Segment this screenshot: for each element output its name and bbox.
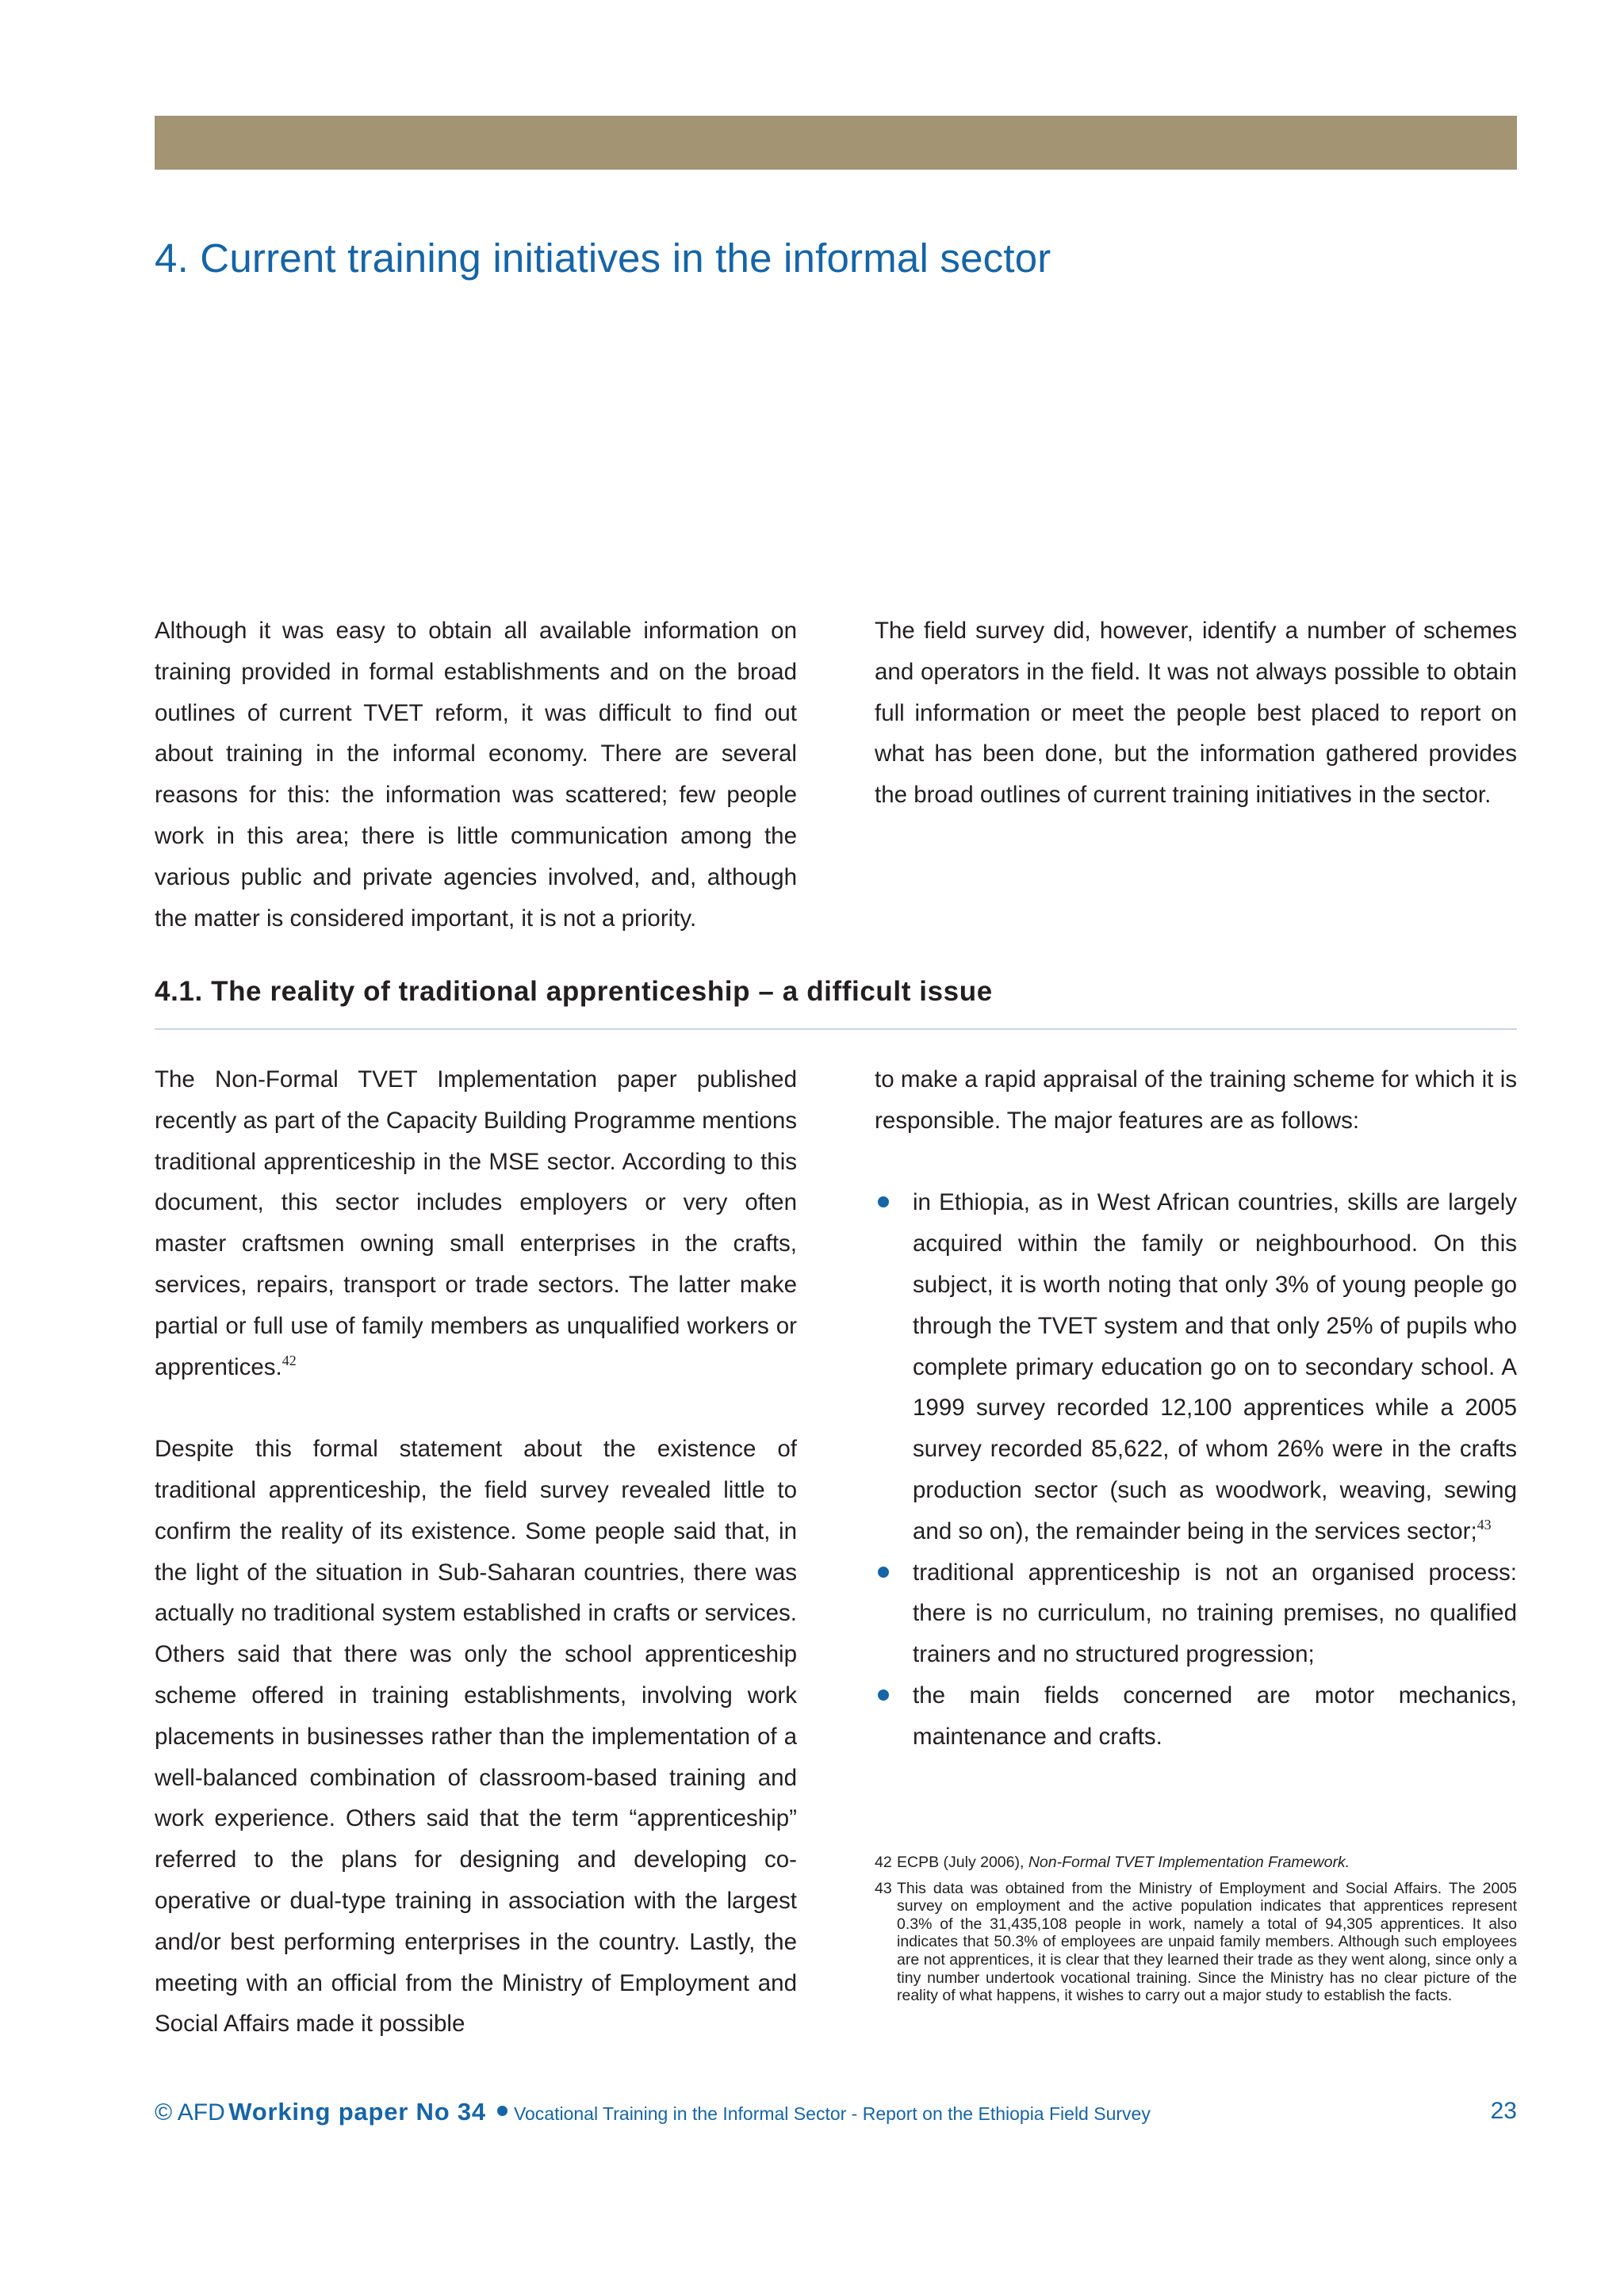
- footnotes: [875, 1854, 1517, 2013]
- section-left-paragraph-1: [155, 1059, 797, 1387]
- features-list: [875, 1182, 1517, 1757]
- footnote-title: Non-Formal TVET Implementation Framework.: [1028, 1854, 1350, 1871]
- list-item-text: in Ethiopia, as in West African countries, skills are largely acquired within the family or neighbourhood. On this subject, it is worth noting that only 3% of young people go through the TVET system and that only 25% of pupils who complete primary education go on to secondary school. A 1999 survey recorded 12,100 apprentices while a 2005 survey recorded 85,622, of whom 26% were in the crafts production sector (such as woodwork, weaving, sewing and so on), the remainder being in the services sector;: [913, 1189, 1517, 1544]
- intro-right-column: [875, 610, 1517, 816]
- footnote-ref-43[interactable]: 43: [1477, 1516, 1492, 1533]
- paragraph-text: The Non-Formal TVET Implementation paper published recently as part of the Capacity Building Programme mentions traditional apprenticeship in the MSE sector. According to this document, this sector includes employers or very often master craftsmen owning small enterprises in the crafts, services, repairs, transport or trade sectors. The latter make partial or full use of family members as unqualified workers or apprentices.: [155, 1066, 797, 1380]
- section-title: 4.1. The reality of traditional apprenticeship – a difficult issue: [155, 976, 993, 1007]
- footnote-42: [875, 1854, 1517, 1872]
- list-item-text: the main fields concerned are motor mechanics, maintenance and crafts.: [913, 1682, 1517, 1750]
- footer-series: Working paper No 34: [228, 2098, 486, 2126]
- footer-copyright: © AFD: [155, 2099, 225, 2126]
- section-divider: [155, 1028, 1517, 1030]
- footer-title: [155, 2098, 1151, 2126]
- bullet-icon: [497, 2106, 508, 2116]
- chapter-title: 4. Current training initiatives in the informal sector: [155, 235, 1051, 281]
- footnote-text: ECPB (July 2006),: [897, 1854, 1028, 1871]
- intro-left-column: [155, 610, 797, 939]
- intro-left-paragraph: Although it was easy to obtain all available information on training provided in formal establishments and on the broad outlines of current TVET reform, it was difficult to find out about training in the informal economy. There are several reasons for this: the information was scattered; few people work in this area; there is little communication among the various public and private agencies involved, and, although the matter is considered important, it is not a priority.: [155, 618, 797, 932]
- list-item-text: traditional apprenticeship is not an organised process: there is no curriculum, no training premises, no qualified trainers and no structured progression;: [913, 1559, 1517, 1668]
- footnote-number: 42: [875, 1854, 892, 1871]
- list-item: [875, 1552, 1517, 1675]
- section-left-paragraph-2: Despite this formal statement about the existence of traditional apprenticeship, the field survey revealed little to confirm the reality of its existence. Some people said that, in the light of the situation in Sub-Saharan countries, there was actually no traditional system established in crafts or services. Others said that there was only the school apprenticeship scheme offered in training establishments, involving work placements in businesses rather than the implementation of a well-balanced combination of classroom-based training and work experience. Others said that the term “apprenticeship” referred to the plans for designing and developing co-operative or dual-type training in association with the largest and/or best performing enterprises in the country. Lastly, the meeting with an official from the Ministry of Employment and Social Affairs made it possible: [155, 1436, 797, 2038]
- page-footer: [155, 2098, 1517, 2133]
- list-item: [875, 1182, 1517, 1552]
- footer-subtitle: Vocational Training in the Informal Sector - Report on the Ethiopia Field Survey: [513, 2103, 1151, 2124]
- page-number: 23: [1490, 2098, 1517, 2124]
- intro-right-paragraph: The field survey did, however, identify a number of schemes and operators in the field. It was not always possible to obtain full information or meet the people best placed to report on what has been done, but the information gathered provides the broad outlines of current training initiatives in the sector.: [875, 618, 1517, 809]
- header-bar: [155, 116, 1517, 170]
- section-left-column: [155, 1059, 797, 2045]
- footnote-text: This data was obtained from the Ministry of Employment and Social Affairs. The 2005 survey on employment and the active population indicates that apprentices represent 0.3% of the 31,435,108 people in work, namely a total of 94,305 apprentices. It also indicates that 50.3% of employees are unpaid family members. Although such employees are not apprentices, it is clear that they learned their trade as they went along, since only a tiny number undertook vocational training. Since the Ministry has no clear picture of the reality of what happens, it wishes to carry out a major study to establish the facts.: [897, 1879, 1517, 2005]
- section-right-column: [875, 1059, 1517, 1758]
- footnote-ref-42[interactable]: 42: [282, 1352, 297, 1368]
- bullet-icon: [878, 1567, 889, 1578]
- footnote-43: [875, 1880, 1517, 2005]
- bullet-icon: [878, 1689, 889, 1701]
- section-right-paragraph-1: to make a rapid appraisal of the training scheme for which it is responsible. The major features are as follows:: [875, 1066, 1517, 1134]
- footnote-number: 43: [875, 1879, 892, 1897]
- bullet-icon: [878, 1196, 889, 1207]
- list-item: [875, 1675, 1517, 1758]
